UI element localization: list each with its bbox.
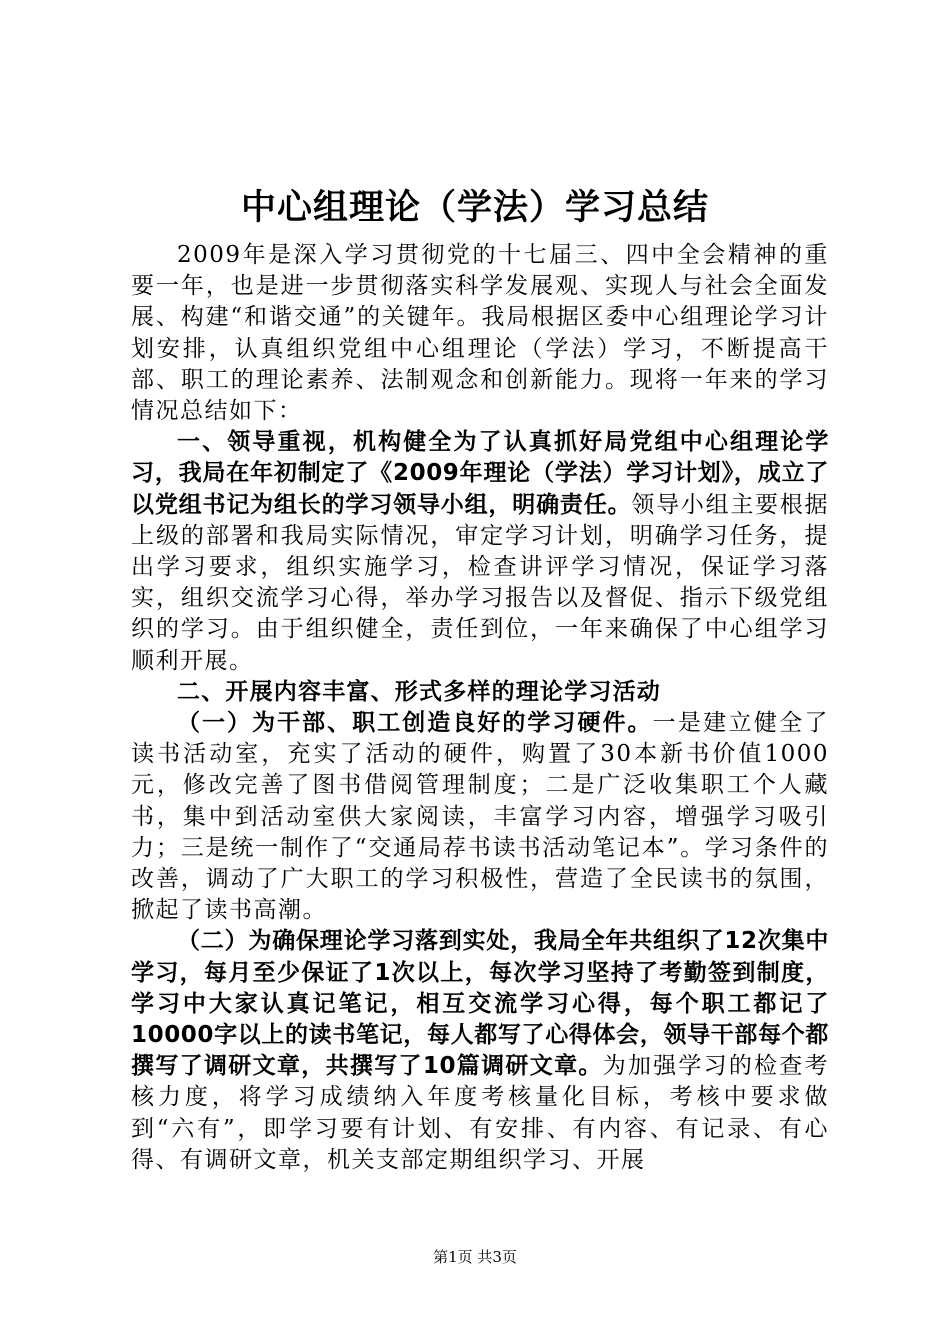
section-2-sub-2-heading: （二）为确保理论学习落到实处，我局全年共组织了12次集中学习，每月至少保证了1次以上，每次学习坚持了考勤签到制度，学习中大家认真记笔记，相互交流学习心得，每个职工都记了10000字以上的读书笔记，每人都写了心得体会，领导干部每个都撰写了调研文章，共撰写了10篇调研文章。 — [131, 928, 829, 1080]
section-2-sub-1-body: 一是建立健全了读书活动室，充实了活动的硬件，购置了30本新书价值1000元，修改完善了图书借阅管理制度；二是广泛收集职工个人藏书，集中到活动室供大家阅读，丰富学习内容，增强学习吸引力；三是统一制作了“交通局荐书读书活动笔记本”。学习条件的改善，调动了广大职工的学习积极性，营造了全民读书的氛围，掀起了读书高潮。 — [131, 710, 829, 924]
document-title: 中心组理论（学法）学习总结 — [240, 188, 709, 228]
section-2-sub-2-paragraph — [131, 926, 829, 1176]
section-1-heading: 一、领导重视，机构健全为了认真抓好局党组中心组理论学习，我局在年初制定了《2009年理论（学法）学习计划》，成立了以党组书记为组长的学习领导小组，明确责任。 — [131, 429, 829, 518]
section-1-body: 领导小组主要根据上级的部署和我局实际情况，审定学习计划，明确学习任务，提出学习要求，组织实施学习，检查讲评学习情况，保证学习落实，组织交流学习心得，举办学习报告以及督促、指示下级党组织的学习。由于组织健全，责任到位，一年来确保了中心组学习顺利开展。 — [131, 491, 830, 674]
intro-paragraph: 2009年是深入学习贯彻党的十七届三、四中全会精神的重要一年，也是进一步贯彻落实科学发展观、实现人与社会全面发展、构建“和谐交通”的关键年。我局根据区委中心组理论学习计划安排，认真组织党组中心组理论（学法）学习，不断提高干部、职工的理论素养、法制观念和创新能力。现将一年来的学习情况总结如下： — [131, 242, 829, 425]
section-2-heading: 二、开展内容丰富、形式多样的理论学习活动 — [177, 678, 661, 705]
section-2-sub-2-body: 为加强学习的检查考核力度，将学习成绩纳入年度考核量化目标，考核中要求做到“六有”，即学习要有计划、有安排、有内容、有记录、有心得、有调研文章，机关支部定期组织学习、开展 — [131, 1053, 829, 1173]
section-1-paragraph — [131, 427, 829, 677]
section-2-sub-1-paragraph — [131, 708, 829, 926]
page-footer: 第1页 共3页 — [433, 1248, 517, 1266]
section-2-sub-1-heading: （一）为干部、职工创造良好的学习硬件。 — [177, 710, 653, 737]
document-body — [131, 240, 829, 1176]
